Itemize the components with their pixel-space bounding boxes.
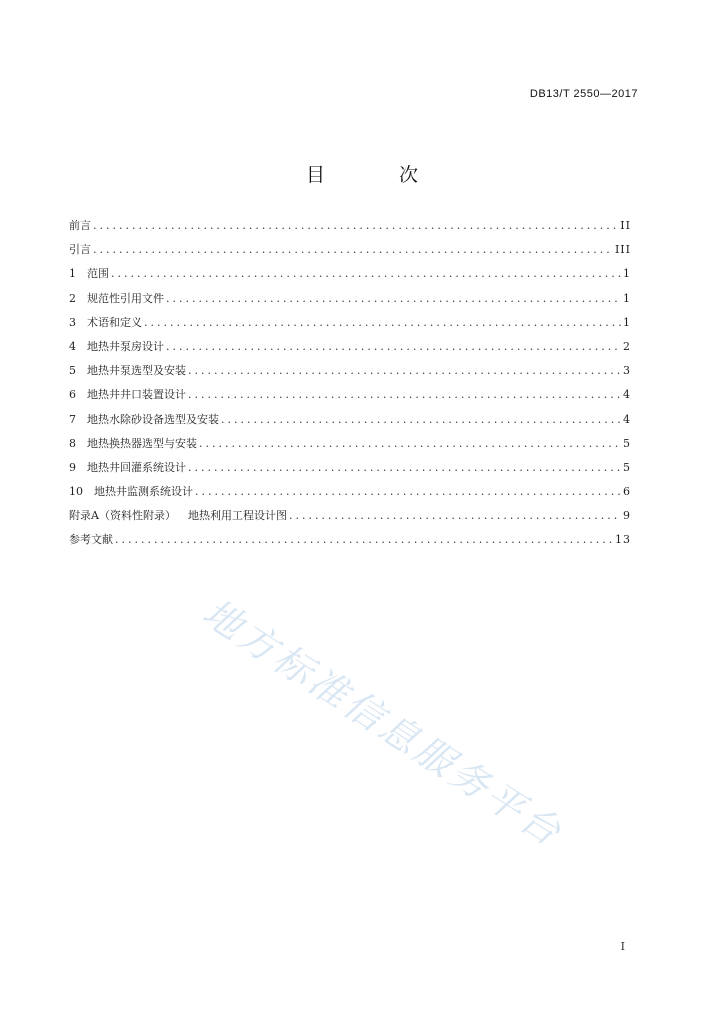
page-title: 目 次	[305, 164, 453, 186]
toc-entry-monitoring-system[interactable]	[69, 484, 631, 508]
toc-entry-title: 地热水除砂设备选型及安装	[87, 412, 219, 426]
toc-dot-leader	[188, 363, 621, 379]
toc-entry-title	[69, 508, 287, 524]
toc-entry-number: 9	[69, 460, 76, 474]
toc-entry-scope[interactable]	[69, 266, 631, 290]
toc-entry-heat-exchanger[interactable]	[69, 436, 631, 460]
toc-appendix-label: 附录A（资料性附录）	[69, 509, 176, 523]
toc-appendix-subtitle: 地热利用工程设计图	[187, 509, 287, 523]
toc-page-number: 1	[623, 267, 631, 281]
toc-entry-number: 6	[69, 388, 76, 402]
toc-dot-leader	[166, 291, 621, 307]
toc-entry-pump-house-design[interactable]	[69, 339, 631, 363]
toc-page-number: II	[620, 219, 631, 232]
toc-entry-desanding-equipment[interactable]	[69, 412, 631, 436]
toc-entry-reinjection-system[interactable]	[69, 460, 631, 484]
document-code: DB13/T 2550—2017	[529, 88, 638, 100]
toc-dot-leader	[188, 460, 621, 476]
table-of-contents	[69, 218, 631, 557]
toc-entry-number: 4	[69, 339, 76, 353]
toc-page-number: 5	[623, 436, 631, 450]
toc-entry-title: 规范性引用文件	[87, 291, 164, 305]
toc-entry-appendix-a[interactable]	[69, 508, 631, 532]
toc-page-number: 4	[623, 412, 631, 426]
watermark-text: 地方标准信息服务平台	[194, 590, 572, 856]
toc-entry-terms-definitions[interactable]	[69, 315, 631, 339]
toc-entry-introduction[interactable]	[69, 242, 631, 266]
toc-dot-leader	[111, 266, 621, 282]
toc-entry-pump-selection[interactable]	[69, 363, 631, 387]
toc-entry-title: 参考文献	[69, 533, 113, 547]
toc-dot-leader	[166, 339, 621, 355]
toc-page-number: 5	[623, 460, 631, 474]
toc-dot-leader	[115, 532, 613, 548]
page-footer-number: I	[620, 940, 625, 953]
toc-entry-title: 地热井回灌系统设计	[87, 460, 186, 474]
toc-page-number: 3	[623, 364, 631, 378]
toc-page-number: 2	[623, 339, 631, 353]
toc-page-number: 1	[623, 315, 631, 329]
toc-page-number: 13	[615, 533, 631, 547]
toc-entry-title: 引言	[69, 243, 91, 257]
toc-dot-leader	[188, 387, 621, 403]
toc-entry-title: 地热井泵房设计	[87, 339, 164, 353]
toc-entry-title: 范围	[87, 267, 109, 281]
toc-entry-title: 地热换热器选型与安装	[87, 436, 197, 450]
toc-page-number: III	[614, 243, 631, 257]
toc-dot-leader	[195, 484, 621, 500]
toc-dot-leader	[221, 412, 621, 428]
toc-page-number: 9	[623, 509, 631, 523]
toc-entry-normative-references[interactable]	[69, 291, 631, 315]
toc-entry-number: 3	[69, 315, 76, 329]
toc-entry-title: 术语和定义	[87, 315, 142, 329]
toc-dot-leader	[144, 315, 621, 331]
toc-dot-leader	[199, 436, 621, 452]
toc-entry-number: 7	[69, 412, 76, 426]
toc-entry-number: 10	[69, 485, 83, 499]
toc-entry-number: 2	[69, 291, 76, 305]
toc-entry-title: 前言	[69, 219, 91, 232]
toc-entry-number: 8	[69, 436, 76, 450]
toc-entry-title: 地热井监测系统设计	[94, 485, 193, 499]
toc-page-number: 4	[623, 388, 631, 402]
toc-entry-title: 地热井泵选型及安装	[87, 364, 186, 378]
toc-dot-leader	[93, 218, 618, 234]
toc-entry-foreword[interactable]	[69, 218, 631, 242]
toc-page-number: 6	[623, 485, 631, 499]
toc-entry-bibliography[interactable]	[69, 532, 631, 556]
toc-dot-leader	[289, 508, 621, 524]
toc-entry-number: 1	[69, 267, 76, 281]
toc-page-number: 1	[623, 291, 631, 305]
toc-entry-number: 5	[69, 364, 76, 378]
toc-dot-leader	[93, 242, 613, 258]
toc-entry-wellhead-design[interactable]	[69, 387, 631, 411]
toc-entry-title: 地热井井口装置设计	[87, 388, 186, 402]
